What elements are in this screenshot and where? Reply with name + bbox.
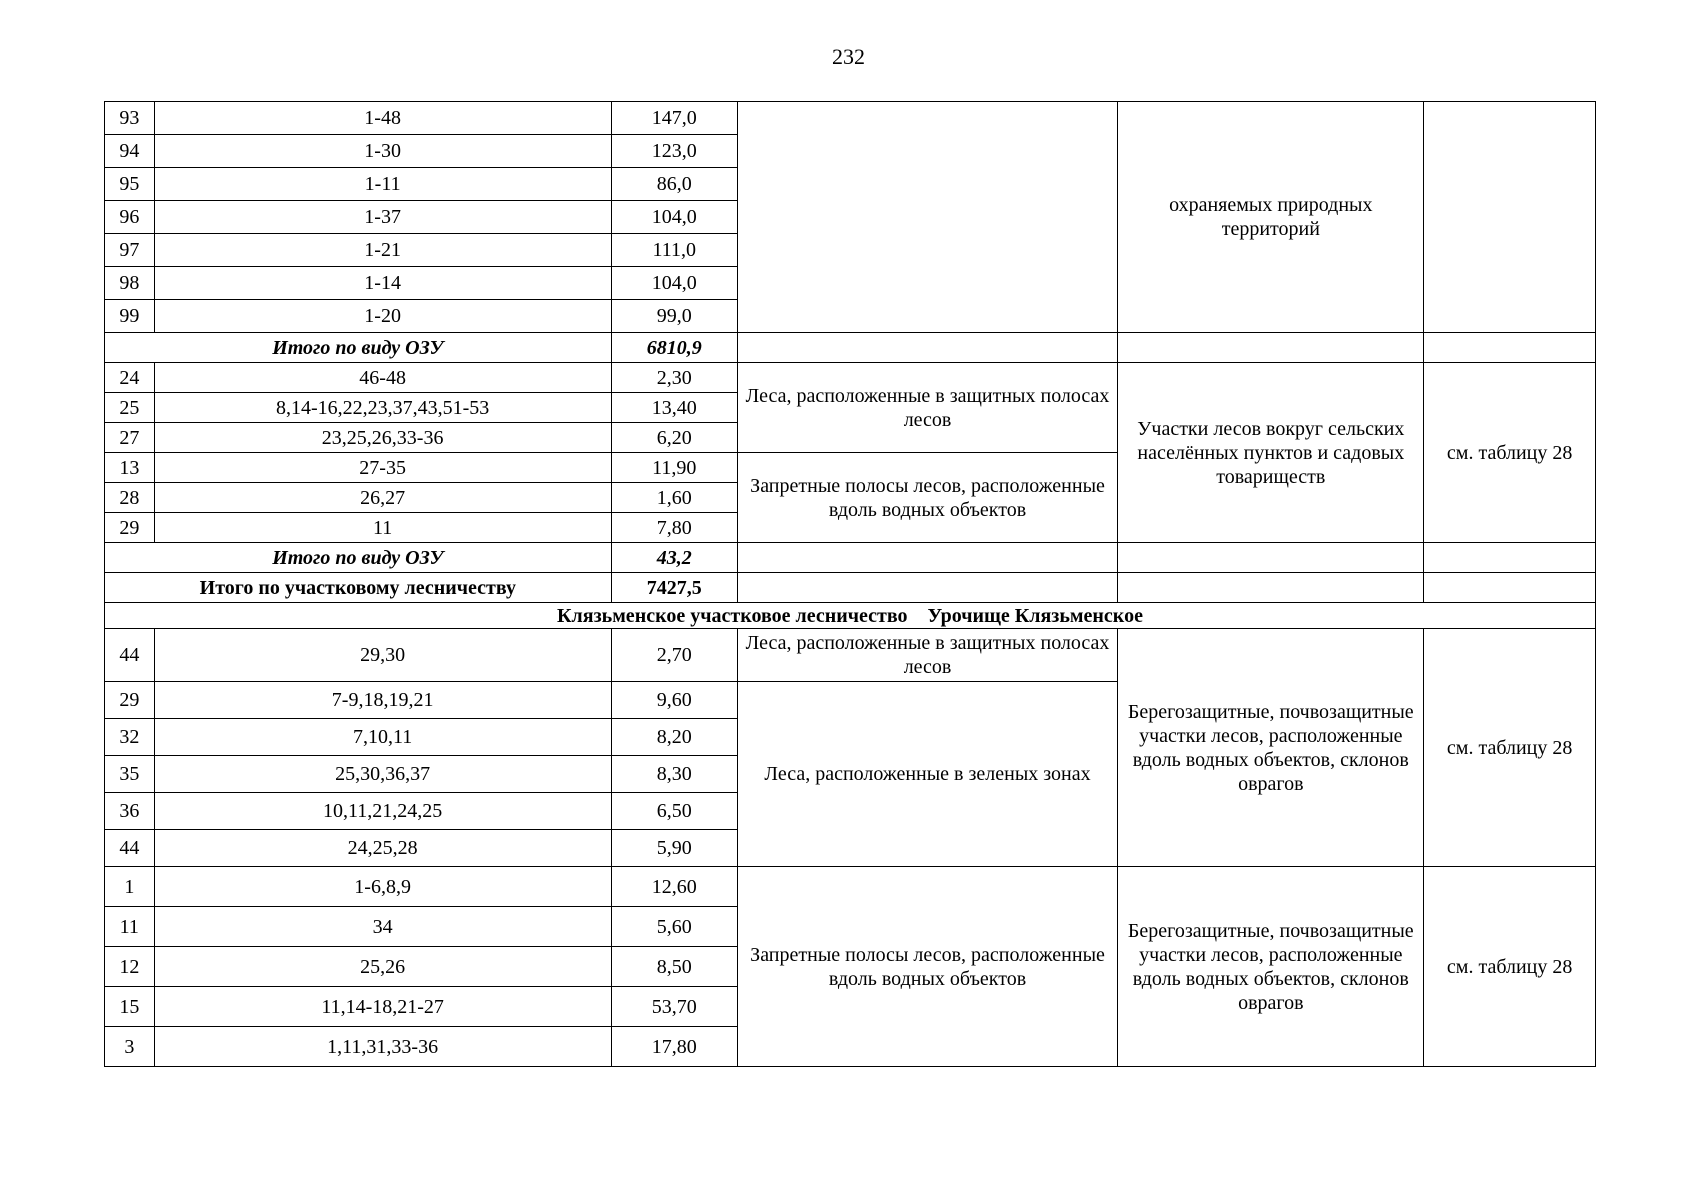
cell-area: 86,0: [611, 168, 737, 201]
cell-quarters: 25,30,36,37: [154, 756, 611, 793]
cell-quarters: 26,27: [154, 483, 611, 513]
cell-quarters: 8,14-16,22,23,37,43,51-53: [154, 393, 611, 423]
subtotal-value: 6810,9: [611, 333, 737, 363]
cell-num: 12: [105, 947, 155, 987]
cell-ref: см. таблицу 28: [1424, 629, 1596, 867]
cell-quarters: 1-30: [154, 135, 611, 168]
cell-num: 44: [105, 629, 155, 682]
cell-num: 32: [105, 719, 155, 756]
cell-num: 11: [105, 907, 155, 947]
cell-area: 104,0: [611, 267, 737, 300]
cell-quarters: 25,26: [154, 947, 611, 987]
cell-area: 9,60: [611, 682, 737, 719]
cell-ozu-type: Берегозащитные, почвозащитные участки лесов, расположенные вдоль водных объектов, склонов оврагов: [1118, 629, 1424, 867]
forestry-name: Клязьменское участковое лесничество: [557, 604, 908, 627]
cell-num: 44: [105, 830, 155, 867]
cell-quarters: 23,25,26,33-36: [154, 423, 611, 453]
cell-area: 2,30: [611, 363, 737, 393]
cell-num: 97: [105, 234, 155, 267]
cell-num: 96: [105, 201, 155, 234]
cell-num: 93: [105, 102, 155, 135]
subtotal-label: Итого по виду ОЗУ: [105, 333, 612, 363]
cell-ozu-type: Берегозащитные, почвозащитные участки лесов, расположенные вдоль водных объектов, склонов оврагов: [1118, 867, 1424, 1067]
table-row: [105, 867, 1596, 907]
cell-quarters: 46-48: [154, 363, 611, 393]
cell-area: 99,0: [611, 300, 737, 333]
cell-area: 5,90: [611, 830, 737, 867]
subtotal-row: [105, 333, 1596, 363]
cell-quarters: 1-21: [154, 234, 611, 267]
cell-area: 1,60: [611, 483, 737, 513]
cell-category: Запретные полосы лесов, расположенные вдоль водных объектов: [737, 453, 1118, 543]
cell-area: 123,0: [611, 135, 737, 168]
cell-quarters: 27-35: [154, 453, 611, 483]
page-number: 232: [832, 44, 865, 69]
cell-area: 8,50: [611, 947, 737, 987]
cell-category: Запретные полосы лесов, расположенные вдоль водных объектов: [737, 867, 1118, 1067]
forest-zones-table: [104, 101, 1596, 1067]
cell-quarters: 1-20: [154, 300, 611, 333]
cell-num: 98: [105, 267, 155, 300]
cell-ref: [1424, 102, 1596, 333]
subtotal-row: [105, 543, 1596, 573]
cell-area: 12,60: [611, 867, 737, 907]
cell-category: Леса, расположенные в зеленых зонах: [737, 682, 1118, 867]
cell-ozu-type: охраняемых природных территорий: [1118, 102, 1424, 333]
cell-num: 29: [105, 513, 155, 543]
subtotal-value: 43,2: [611, 543, 737, 573]
cell-num: 94: [105, 135, 155, 168]
cell-quarters: 11,14-18,21-27: [154, 987, 611, 1027]
cell-num: 28: [105, 483, 155, 513]
section-header-row: [105, 603, 1596, 629]
cell-area: 8,30: [611, 756, 737, 793]
tract-name: Урочище Клязьменское: [927, 604, 1143, 627]
cell-num: 95: [105, 168, 155, 201]
cell-quarters: 1-14: [154, 267, 611, 300]
cell-num: 15: [105, 987, 155, 1027]
section-header: [105, 603, 1596, 629]
cell-ref: см. таблицу 28: [1424, 363, 1596, 543]
cell-area: 6,50: [611, 793, 737, 830]
cell-area: 7,80: [611, 513, 737, 543]
subtotal-label: Итого по виду ОЗУ: [105, 543, 612, 573]
cell-ozu-type: Участки лесов вокруг сельских населённых пунктов и садовых товариществ: [1118, 363, 1424, 543]
cell-quarters: 1-11: [154, 168, 611, 201]
cell-quarters: 7-9,18,19,21: [154, 682, 611, 719]
cell-area: 53,70: [611, 987, 737, 1027]
cell-area: 2,70: [611, 629, 737, 682]
cell-area: 147,0: [611, 102, 737, 135]
cell-ref: см. таблицу 28: [1424, 867, 1596, 1067]
cell-area: 6,20: [611, 423, 737, 453]
cell-area: 11,90: [611, 453, 737, 483]
cell-quarters: 1-48: [154, 102, 611, 135]
cell-num: 13: [105, 453, 155, 483]
cell-num: 24: [105, 363, 155, 393]
table-row: [105, 363, 1596, 393]
cell-category: [737, 102, 1118, 333]
cell-num: 3: [105, 1027, 155, 1067]
cell-num: 27: [105, 423, 155, 453]
table-row: [105, 102, 1596, 135]
cell-quarters: 7,10,11: [154, 719, 611, 756]
cell-area: 111,0: [611, 234, 737, 267]
cell-area: 8,20: [611, 719, 737, 756]
cell-num: 35: [105, 756, 155, 793]
cell-area: 5,60: [611, 907, 737, 947]
cell-num: 99: [105, 300, 155, 333]
total-value: 7427,5: [611, 573, 737, 603]
total-label: Итого по участковому лесничеству: [105, 573, 612, 603]
cell-num: 1: [105, 867, 155, 907]
cell-quarters: 1-6,8,9: [154, 867, 611, 907]
cell-quarters: 1,11,31,33-36: [154, 1027, 611, 1067]
cell-area: 17,80: [611, 1027, 737, 1067]
cell-quarters: 1-37: [154, 201, 611, 234]
cell-quarters: 10,11,21,24,25: [154, 793, 611, 830]
cell-quarters: 29,30: [154, 629, 611, 682]
cell-category: Леса, расположенные в защитных полосах лесов: [737, 629, 1118, 682]
cell-area: 104,0: [611, 201, 737, 234]
cell-quarters: 24,25,28: [154, 830, 611, 867]
cell-category: Леса, расположенные в защитных полосах лесов: [737, 363, 1118, 453]
cell-num: 36: [105, 793, 155, 830]
cell-quarters: 11: [154, 513, 611, 543]
cell-area: 13,40: [611, 393, 737, 423]
cell-num: 25: [105, 393, 155, 423]
table-row: [105, 629, 1596, 682]
cell-quarters: 34: [154, 907, 611, 947]
cell-num: 29: [105, 682, 155, 719]
total-row: [105, 573, 1596, 603]
